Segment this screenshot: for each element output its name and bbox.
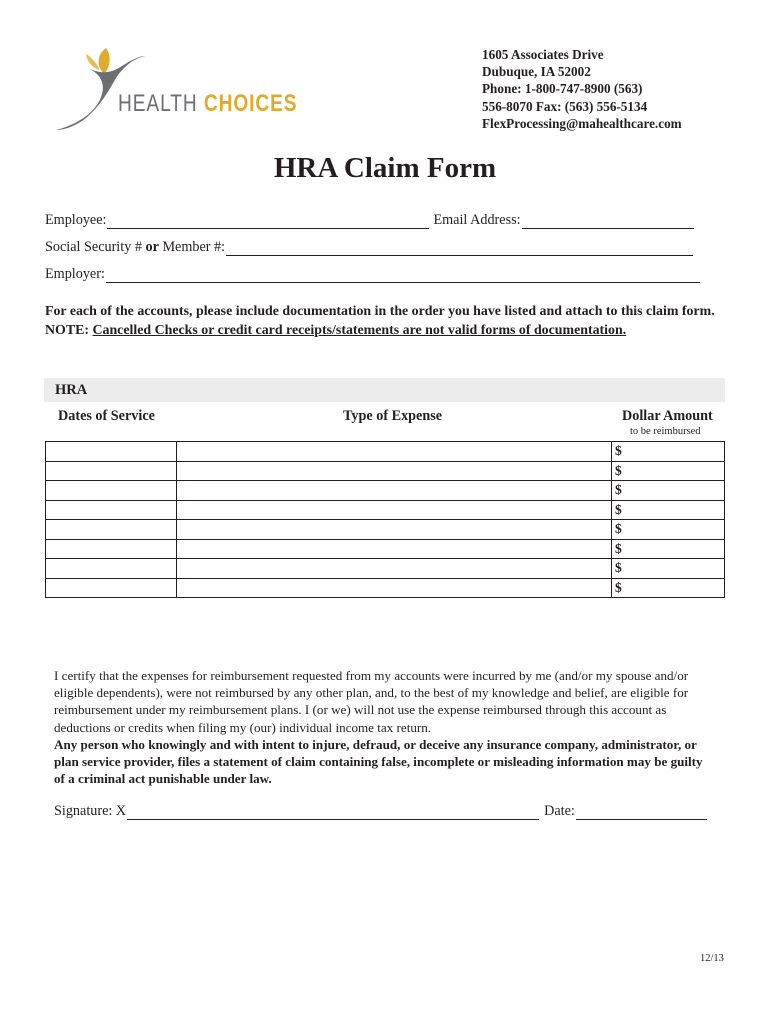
address-line: Dubuque, IA 52002 <box>482 64 591 80</box>
employer-field[interactable] <box>106 267 700 283</box>
type-of-expense-cell[interactable] <box>177 578 612 598</box>
table-row <box>46 500 725 520</box>
dollar-amount-cell[interactable]: $ <box>612 539 725 559</box>
type-of-expense-cell[interactable] <box>177 461 612 481</box>
email-line: FlexProcessing@mahealthcare.com <box>482 115 682 131</box>
date-of-service-cell[interactable] <box>46 520 177 540</box>
ssn-field[interactable] <box>226 240 693 256</box>
date-of-service-cell[interactable] <box>46 461 177 481</box>
certification-text: I certify that the expenses for reimbursement requested from my accounts were incurred by me (and/or my spouse and/or eligible dependents), were not reimbursed by any other plan, and, to the best of my knowledge and belief, are eligible for reimbursement under my reimbursement plans. I (or we) will not use the expense reimbursed through this account as deductions or credits when filing my (our) individual income tax return. <box>54 668 689 735</box>
type-of-expense-cell[interactable] <box>177 500 612 520</box>
employee-row <box>45 212 694 229</box>
employee-label: Employee: <box>45 212 107 228</box>
date-of-service-cell[interactable] <box>46 578 177 598</box>
date-field[interactable] <box>576 804 707 820</box>
ssn-label: Social Security # or Member #: <box>45 239 226 255</box>
dollar-amount-cell[interactable]: $ <box>612 520 725 540</box>
dollar-amount-cell[interactable]: $ <box>612 559 725 579</box>
address-block <box>482 46 682 132</box>
page-title: HRA Claim Form <box>273 152 497 184</box>
type-of-expense-cell[interactable] <box>177 520 612 540</box>
date-of-service-cell[interactable] <box>46 442 177 462</box>
signature-row <box>54 803 707 820</box>
hra-section-header <box>44 378 725 402</box>
fraud-warning: Any person who knowingly and with intent to injure, defraud, or deceive any insurance company, administrator, or plan service provider, files a statement of claim containing false, incomplete or misleading information may be guilty of a criminal act punishable under law. <box>54 736 703 787</box>
dollar-amount-cell[interactable]: $ <box>612 500 725 520</box>
type-of-expense-cell[interactable] <box>177 539 612 559</box>
dollar-amount-cell[interactable]: $ <box>612 461 725 481</box>
table-row <box>46 461 725 481</box>
column-header-type: Type of Expense <box>343 408 443 424</box>
signature-field[interactable] <box>127 804 539 820</box>
employer-row <box>45 266 700 283</box>
hra-section-label: HRA <box>55 382 88 398</box>
dollar-amount-cell[interactable]: $ <box>612 578 725 598</box>
date-of-service-cell[interactable] <box>46 559 177 579</box>
table-row <box>46 559 725 579</box>
date-of-service-cell[interactable] <box>46 500 177 520</box>
dollar-amount-cell[interactable]: $ <box>612 481 725 501</box>
email-label: Email Address: <box>433 212 521 228</box>
signature-label: Signature: X <box>54 803 127 819</box>
instructions-text: For each of the accounts, please include documentation in the order you have listed and attach to this claim form. <box>45 304 715 319</box>
date-of-service-cell[interactable] <box>46 539 177 559</box>
instructions <box>45 303 735 340</box>
revision-date: 12/13 <box>700 953 724 964</box>
email-field[interactable] <box>522 213 694 229</box>
fax-line: 556-8070 Fax: (563) 556-5134 <box>482 98 648 114</box>
logo-wordmark: HEALTH CHOICES <box>118 90 298 117</box>
column-header-amount-sub: to be reimbursed <box>630 426 701 437</box>
note-text: NOTE: Cancelled Checks or credit card receipts/statements are not valid forms of documentation. <box>45 322 627 338</box>
table-row <box>46 539 725 559</box>
table-row <box>46 481 725 501</box>
dollar-amount-cell[interactable]: $ <box>612 442 725 462</box>
address-line: 1605 Associates Drive <box>482 47 604 62</box>
phone-line: Phone: 1-800-747-8900 (563) <box>482 81 643 97</box>
date-of-service-cell[interactable] <box>46 481 177 501</box>
type-of-expense-cell[interactable] <box>177 559 612 579</box>
table-row <box>46 520 725 540</box>
ssn-row <box>45 239 693 256</box>
employee-field[interactable] <box>107 213 429 229</box>
type-of-expense-cell[interactable] <box>177 481 612 501</box>
type-of-expense-cell[interactable] <box>177 442 612 462</box>
table-row <box>46 578 725 598</box>
column-header-dates: Dates of Service <box>58 408 155 424</box>
certification <box>54 667 714 787</box>
date-label: Date: <box>544 803 575 819</box>
employer-label: Employer: <box>45 266 105 282</box>
table-row <box>46 442 725 462</box>
health-choices-logo <box>50 44 298 136</box>
column-header-amount: Dollar Amount <box>622 408 713 424</box>
claims-table <box>45 441 725 598</box>
